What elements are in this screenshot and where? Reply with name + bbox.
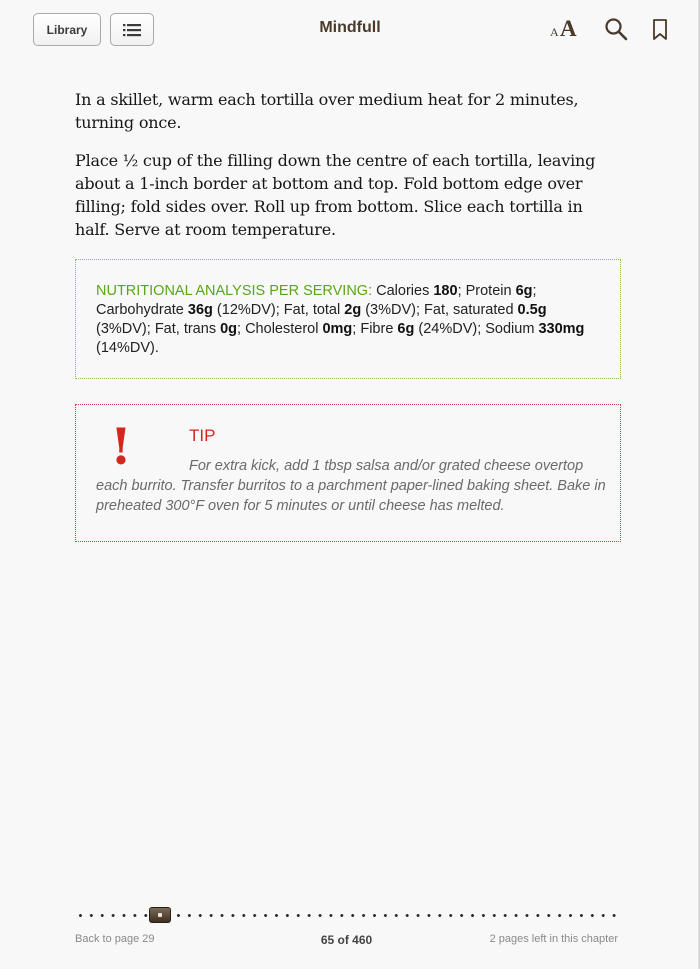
page-scrubber[interactable] bbox=[75, 907, 620, 923]
nutrition-text: (3%DV) bbox=[96, 321, 147, 337]
nutrition-value: 0.5g bbox=[517, 302, 547, 318]
nutrition-value: 6g bbox=[515, 283, 533, 299]
tip-title: TIP bbox=[189, 426, 216, 445]
nutrition-text: (12%DV) bbox=[216, 302, 276, 318]
nutrition-value: 2g bbox=[344, 302, 362, 318]
search-icon[interactable] bbox=[604, 17, 628, 41]
library-button[interactable]: Library bbox=[33, 13, 101, 46]
exclamation-icon: ! bbox=[110, 417, 132, 476]
scrubber-handle[interactable] bbox=[149, 907, 171, 923]
nutrition-text: ; Fat, total bbox=[275, 302, 341, 318]
nutrition-text: ; Protein bbox=[457, 283, 512, 299]
tip-box bbox=[75, 404, 621, 542]
instruction-paragraph: Place ½ cup of the filling down the centre of each tortilla, leaving about a 1-inch border at bottom and top. Fold bottom edge over filling; fold sides over. Roll up from bottom. Slice each tortilla in half. Serve at room temperature. bbox=[75, 151, 596, 239]
nutrition-text: ; Sodium bbox=[477, 321, 535, 337]
back-to-page-link[interactable]: Back to page 29 bbox=[75, 933, 155, 945]
font-size-small-glyph: A bbox=[550, 25, 559, 39]
nutrition-analysis-box bbox=[75, 259, 621, 379]
tip-text: For extra kick, add 1 tbsp salsa and/or grated cheese overtop each burrito. Transfer burritos to a parchment paper-lined baking sheet. Bake in preheated 300°F oven for 5 minutes or until cheese has melted. bbox=[96, 458, 606, 514]
pages-left-in-chapter: 2 pages left in this chapter bbox=[489, 933, 618, 945]
nutrition-value: 180 bbox=[433, 283, 458, 299]
footer bbox=[75, 933, 618, 949]
nutrition-text: (14%DV). bbox=[96, 340, 159, 356]
nutrition-text: (24%DV) bbox=[418, 321, 478, 337]
instruction-paragraph: In a skillet, warm each tortilla over medium heat for 2 minutes, turning once. bbox=[75, 90, 579, 132]
nutrition-text: (3%DV) bbox=[365, 302, 416, 318]
nutrition-value: 0g bbox=[220, 321, 238, 337]
top-toolbar bbox=[0, 0, 700, 60]
book-title: Mindfull bbox=[319, 19, 381, 36]
nutrition-text: ; Fat, saturated bbox=[415, 302, 514, 318]
nutrition-text: ; Fibre bbox=[352, 321, 394, 337]
nutrition-value: 6g bbox=[397, 321, 415, 337]
page-number: 65 of 460 bbox=[320, 933, 373, 947]
nutrition-label: NUTRITIONAL ANALYSIS PER SERVING: bbox=[96, 283, 373, 299]
bookmark-icon[interactable] bbox=[652, 19, 668, 41]
nutrition-text: ; Fat, trans bbox=[146, 321, 217, 337]
nutrition-text: ; Cholesterol bbox=[237, 321, 319, 337]
nutrition-value: 0mg bbox=[322, 321, 353, 337]
font-size-big-glyph: A bbox=[560, 16, 577, 41]
nutrition-text: ; Carbohydrate bbox=[96, 283, 537, 318]
font-size-icon[interactable] bbox=[550, 14, 582, 42]
nutrition-text: Calories bbox=[376, 283, 430, 299]
page-content bbox=[75, 88, 621, 542]
nutrition-value: 330mg bbox=[538, 321, 585, 337]
nutrition-value: 36g bbox=[187, 302, 213, 318]
